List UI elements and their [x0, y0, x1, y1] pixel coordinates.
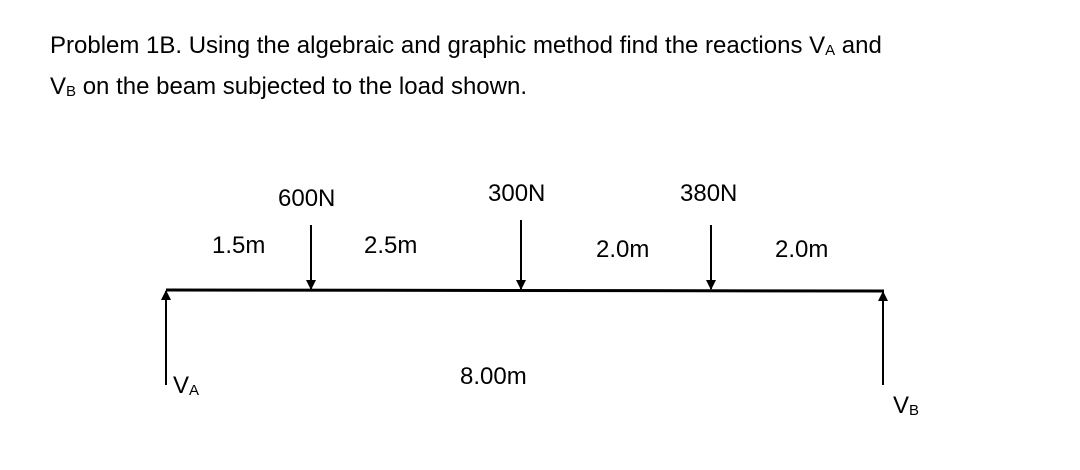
load-label-600n: 600N	[278, 185, 336, 212]
beam-line	[166, 290, 884, 291]
load-label-380n: 380N	[680, 180, 738, 207]
reaction-a-label: $V_A$	[173, 372, 200, 399]
span-label-2: 2.5m	[364, 232, 418, 259]
span-label-4: 2.0m	[775, 236, 829, 263]
reaction-b-label: $V_B$	[893, 392, 920, 419]
span-label-3: 2.0m	[596, 236, 650, 263]
span-label-1: 1.5m	[212, 232, 266, 259]
total-length-label: 8.00m	[460, 363, 527, 390]
problem-statement: Problem 1B. Using the algebraic and graphic method find the reactions $V_A$ and $V_B$ on the beam subjected to the load shown.	[50, 32, 882, 100]
load-label-300n: 300N	[488, 180, 546, 207]
